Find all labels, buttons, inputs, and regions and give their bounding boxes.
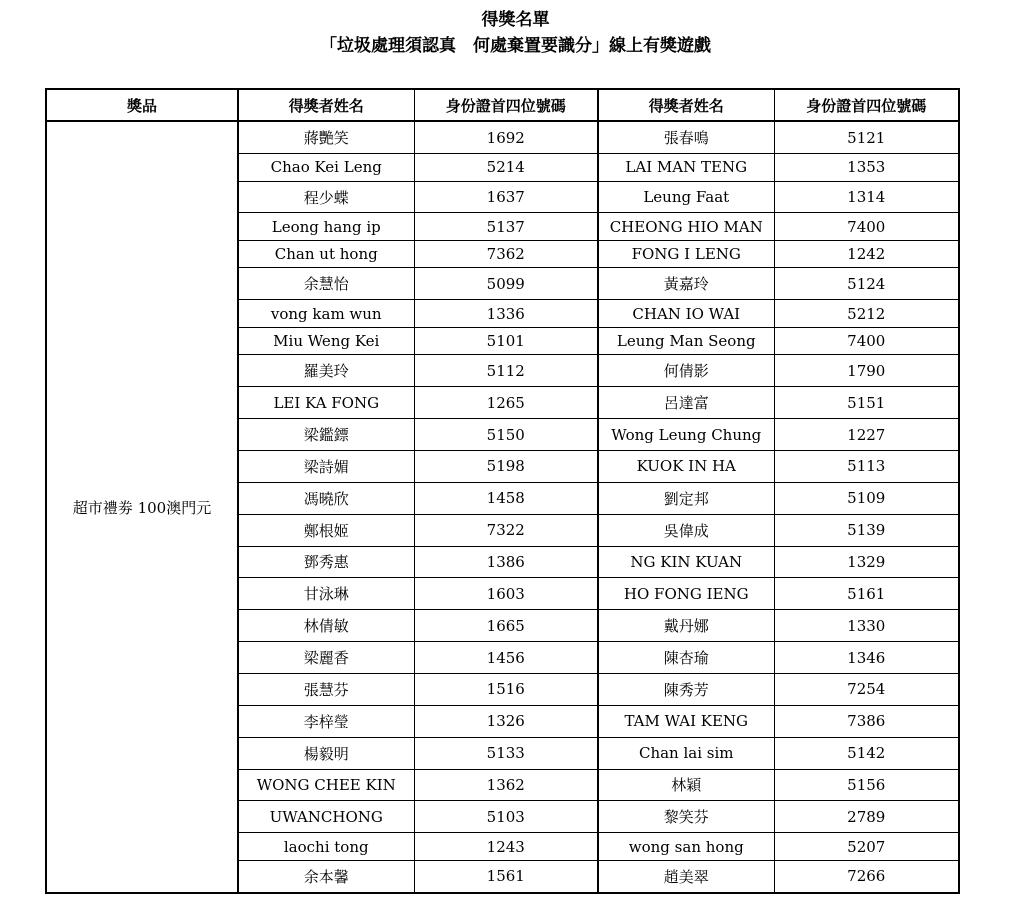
id-digits-right: 7400 (774, 327, 959, 355)
id-digits-left: 7362 (414, 240, 598, 268)
id-digits-left: 1637 (414, 181, 598, 213)
id-digits-right: 5121 (774, 121, 959, 154)
id-digits-left: 5099 (414, 268, 598, 300)
winner-name-left: 梁麗香 (238, 642, 414, 674)
id-digits-left: 5103 (414, 801, 598, 833)
table-header-row (46, 89, 959, 121)
winner-name-left: 鄧秀惠 (238, 546, 414, 578)
winner-name-right: 呂達富 (598, 387, 774, 419)
winner-name-right: 戴丹娜 (598, 610, 774, 642)
id-digits-right: 2789 (774, 801, 959, 833)
id-digits-right: 5207 (774, 833, 959, 861)
id-digits-right: 7266 (774, 860, 959, 893)
id-digits-left: 1386 (414, 546, 598, 578)
id-digits-right: 7400 (774, 213, 959, 241)
winner-name-left: Chan ut hong (238, 240, 414, 268)
winner-name-right: 吳偉成 (598, 514, 774, 546)
id-digits-left: 5150 (414, 419, 598, 451)
id-digits-left: 5112 (414, 355, 598, 387)
id-digits-right: 1790 (774, 355, 959, 387)
id-digits-right: 5109 (774, 482, 959, 514)
id-digits-right: 7254 (774, 673, 959, 705)
id-digits-left: 1665 (414, 610, 598, 642)
winner-name-left: 李梓瑩 (238, 705, 414, 737)
winner-name-left: 蔣艷笑 (238, 121, 414, 154)
id-digits-right: 1353 (774, 154, 959, 182)
winner-name-right: 趙美翠 (598, 860, 774, 893)
page-title: 得獎名單 (481, 10, 550, 30)
winner-name-left: 馮曉欣 (238, 482, 414, 514)
winner-name-left: WONG CHEE KIN (238, 769, 414, 801)
winner-name-right: HO FONG IENG (598, 578, 774, 610)
id-digits-left: 7322 (414, 514, 598, 546)
id-digits-right: 5124 (774, 268, 959, 300)
winner-name-left: UWANCHONG (238, 801, 414, 833)
id-digits-left: 5137 (414, 213, 598, 241)
table-row (46, 121, 959, 154)
winner-name-left: 甘泳琳 (238, 578, 414, 610)
id-digits-left: 5198 (414, 450, 598, 482)
id-digits-left: 5133 (414, 737, 598, 769)
id-digits-right: 5113 (774, 450, 959, 482)
id-digits-left: 1692 (414, 121, 598, 154)
header-winner-name-1: 得獎者姓名 (238, 89, 414, 121)
id-digits-right: 1329 (774, 546, 959, 578)
winner-name-left: 林倩敏 (238, 610, 414, 642)
winner-name-right: wong san hong (598, 833, 774, 861)
winner-name-left: Leong hang ip (238, 213, 414, 241)
winner-name-right: TAM WAI KENG (598, 705, 774, 737)
winner-name-right: 劉定邦 (598, 482, 774, 514)
winner-name-right: 張春鳴 (598, 121, 774, 154)
id-digits-right: 5156 (774, 769, 959, 801)
id-digits-left: 1265 (414, 387, 598, 419)
id-digits-right: 1227 (774, 419, 959, 451)
winner-name-left: 程少蝶 (238, 181, 414, 213)
id-digits-left: 1516 (414, 673, 598, 705)
winner-name-left: Chao Kei Leng (238, 154, 414, 182)
id-digits-left: 1458 (414, 482, 598, 514)
winner-name-right: FONG I LENG (598, 240, 774, 268)
id-digits-left: 5101 (414, 327, 598, 355)
winners-table (45, 88, 960, 894)
winner-name-left: 鄭根姬 (238, 514, 414, 546)
id-digits-right: 5161 (774, 578, 959, 610)
winner-name-left: Miu Weng Kei (238, 327, 414, 355)
winner-name-left: 羅美玲 (238, 355, 414, 387)
id-digits-right: 5212 (774, 300, 959, 328)
header-id-digits-1: 身份證首四位號碼 (414, 89, 598, 121)
winner-name-right: 何倩影 (598, 355, 774, 387)
table-body (46, 121, 959, 893)
winner-name-left: vong kam wun (238, 300, 414, 328)
id-digits-left: 1336 (414, 300, 598, 328)
winner-name-left: laochi tong (238, 833, 414, 861)
winner-name-right: 黎笑芬 (598, 801, 774, 833)
winner-name-right: Chan lai sim (598, 737, 774, 769)
winner-name-right: Leung Faat (598, 181, 774, 213)
id-digits-right: 5142 (774, 737, 959, 769)
header-winner-name-2: 得獎者姓名 (598, 89, 774, 121)
winner-name-right: KUOK IN HA (598, 450, 774, 482)
header-prize: 獎品 (46, 89, 238, 121)
winner-name-left: LEI KA FONG (238, 387, 414, 419)
winner-name-right: 林穎 (598, 769, 774, 801)
winner-name-right: 黃嘉玲 (598, 268, 774, 300)
winner-name-right: CHAN IO WAI (598, 300, 774, 328)
id-digits-left: 1362 (414, 769, 598, 801)
winner-name-left: 余慧怡 (238, 268, 414, 300)
winner-name-left: 張慧芬 (238, 673, 414, 705)
prize-cell: 超市禮劵 100澳門元 (46, 121, 238, 893)
header-id-digits-2: 身份證首四位號碼 (774, 89, 959, 121)
winner-name-left: 楊毅明 (238, 737, 414, 769)
id-digits-left: 1326 (414, 705, 598, 737)
winner-name-left: 余本馨 (238, 860, 414, 893)
winner-name-right: 陳秀芳 (598, 673, 774, 705)
id-digits-right: 1330 (774, 610, 959, 642)
winner-name-right: CHEONG HIO MAN (598, 213, 774, 241)
page-subtitle: 「垃圾處理須認真 何處棄置要識分」線上有獎遊戲 (320, 36, 711, 56)
id-digits-right: 1346 (774, 642, 959, 674)
id-digits-left: 1603 (414, 578, 598, 610)
id-digits-right: 1314 (774, 181, 959, 213)
winner-name-right: Wong Leung Chung (598, 419, 774, 451)
id-digits-right: 5139 (774, 514, 959, 546)
id-digits-left: 5214 (414, 154, 598, 182)
id-digits-left: 1243 (414, 833, 598, 861)
winner-name-right: LAI MAN TENG (598, 154, 774, 182)
winner-name-left: 梁詩媚 (238, 450, 414, 482)
winner-name-right: NG KIN KUAN (598, 546, 774, 578)
winner-name-right: 陳杏瑜 (598, 642, 774, 674)
winner-name-left: 梁鑑鏢 (238, 419, 414, 451)
id-digits-left: 1561 (414, 860, 598, 893)
id-digits-left: 1456 (414, 642, 598, 674)
id-digits-right: 7386 (774, 705, 959, 737)
id-digits-right: 1242 (774, 240, 959, 268)
id-digits-right: 5151 (774, 387, 959, 419)
winner-name-right: Leung Man Seong (598, 327, 774, 355)
